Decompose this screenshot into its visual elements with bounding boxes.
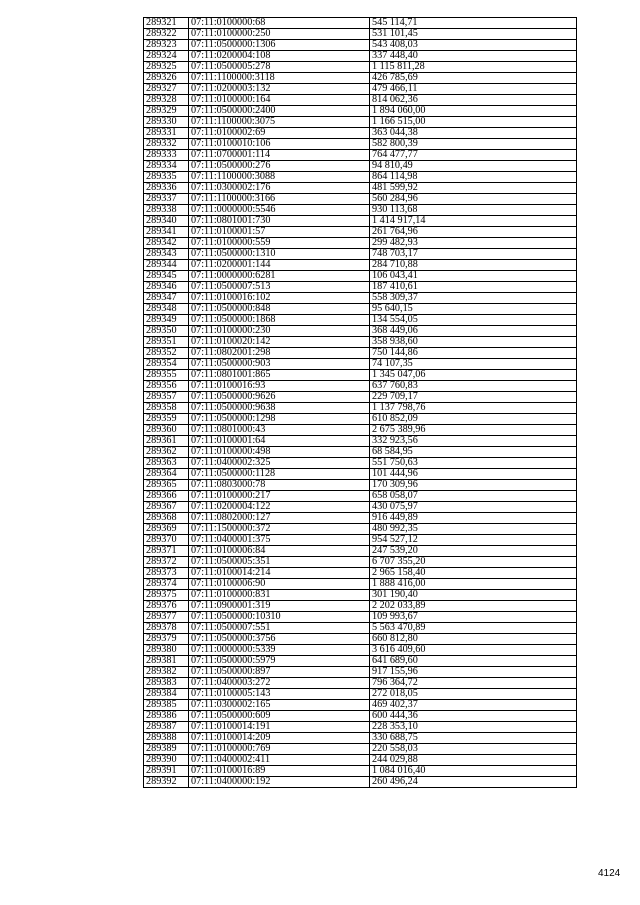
cadastral-number-cell: 07:11:0100000:250: [189, 29, 370, 40]
row-number-cell: 289376: [144, 601, 189, 612]
row-number-cell: 289323: [144, 40, 189, 51]
cadastral-value-cell: 363 044,38: [370, 128, 577, 139]
cadastral-number-cell: 07:11:0100016:102: [189, 293, 370, 304]
cadastral-number-cell: 07:11:0500000:1868: [189, 315, 370, 326]
table-row: [144, 62, 577, 73]
cadastral-number-cell: 07:11:0400003:272: [189, 678, 370, 689]
table-row: [144, 249, 577, 260]
row-number-cell: 289327: [144, 84, 189, 95]
cadastral-number-cell: 07:11:0100000:831: [189, 590, 370, 601]
row-number-cell: 289387: [144, 722, 189, 733]
table-row: [144, 40, 577, 51]
cadastral-number-cell: 07:11:0801001:730: [189, 216, 370, 227]
cadastral-value-cell: 545 114,71: [370, 18, 577, 29]
row-number-cell: 289391: [144, 766, 189, 777]
cadastral-number-cell: 07:11:0802000:127: [189, 513, 370, 524]
row-number-cell: 289362: [144, 447, 189, 458]
row-number-cell: 289364: [144, 469, 189, 480]
cadastral-value-cell: 337 448,40: [370, 51, 577, 62]
table-row: [144, 678, 577, 689]
cadastral-value-cell: 1 894 060,00: [370, 106, 577, 117]
row-number-cell: 289334: [144, 161, 189, 172]
table-row: [144, 480, 577, 491]
cadastral-value-cell: 600 444,36: [370, 711, 577, 722]
table-row: [144, 568, 577, 579]
cadastral-number-cell: 07:11:0000000:5339: [189, 645, 370, 656]
table-row: [144, 634, 577, 645]
cadastral-number-cell: 07:11:0400002:325: [189, 458, 370, 469]
cadastral-number-cell: 07:11:0500007:551: [189, 623, 370, 634]
cadastral-number-cell: 07:11:0100006:84: [189, 546, 370, 557]
cadastral-number-cell: 07:11:0100000:559: [189, 238, 370, 249]
row-number-cell: 289337: [144, 194, 189, 205]
cadastral-number-cell: 07:11:0500000:903: [189, 359, 370, 370]
table-row: [144, 117, 577, 128]
cadastral-number-cell: 07:11:0801000:43: [189, 425, 370, 436]
row-number-cell: 289358: [144, 403, 189, 414]
row-number-cell: 289369: [144, 524, 189, 535]
table-row: [144, 326, 577, 337]
row-number-cell: 289346: [144, 282, 189, 293]
row-number-cell: 289384: [144, 689, 189, 700]
row-number-cell: 289386: [144, 711, 189, 722]
cadastral-value-cell: 479 466,11: [370, 84, 577, 95]
row-number-cell: 289352: [144, 348, 189, 359]
cadastral-number-cell: 07:11:1100000:3075: [189, 117, 370, 128]
row-number-cell: 289329: [144, 106, 189, 117]
cadastral-number-cell: 07:11:0700001:114: [189, 150, 370, 161]
cadastral-number-cell: 07:11:0300002:165: [189, 700, 370, 711]
cadastral-number-cell: 07:11:0100001:57: [189, 227, 370, 238]
row-number-cell: 289388: [144, 733, 189, 744]
cadastral-value-cell: 260 496,24: [370, 777, 577, 788]
row-number-cell: 289360: [144, 425, 189, 436]
row-number-cell: 289359: [144, 414, 189, 425]
table-row: [144, 304, 577, 315]
row-number-cell: 289361: [144, 436, 189, 447]
row-number-cell: 289357: [144, 392, 189, 403]
cadastral-value-cell: 368 449,06: [370, 326, 577, 337]
cadastral-value-cell: 1 414 917,14: [370, 216, 577, 227]
row-number-cell: 289351: [144, 337, 189, 348]
row-number-cell: 289383: [144, 678, 189, 689]
cadastral-number-cell: 07:11:1100000:3166: [189, 194, 370, 205]
row-number-cell: 289322: [144, 29, 189, 40]
cadastral-number-cell: 07:11:0100000:68: [189, 18, 370, 29]
row-number-cell: 289392: [144, 777, 189, 788]
cadastral-value-cell: 658 058,07: [370, 491, 577, 502]
cadastral-number-cell: 07:11:0500000:1310: [189, 249, 370, 260]
row-number-cell: 289390: [144, 755, 189, 766]
table-row: [144, 337, 577, 348]
table-row: [144, 722, 577, 733]
cadastral-number-cell: 07:11:0500000:1298: [189, 414, 370, 425]
table-row: [144, 106, 577, 117]
cadastral-value-cell: 228 353,10: [370, 722, 577, 733]
row-number-cell: 289348: [144, 304, 189, 315]
table-row: [144, 315, 577, 326]
cadastral-value-cell: 272 018,05: [370, 689, 577, 700]
cadastral-number-cell: 07:11:0500000:276: [189, 161, 370, 172]
cadastral-number-cell: 07:11:0100000:164: [189, 95, 370, 106]
cadastral-number-cell: 07:11:0400002:411: [189, 755, 370, 766]
cadastral-value-cell: 1 137 798,76: [370, 403, 577, 414]
cadastral-number-cell: 07:11:0000000:6281: [189, 271, 370, 282]
cadastral-value-cell: 330 688,75: [370, 733, 577, 744]
cadastral-number-cell: 07:11:0300002:176: [189, 183, 370, 194]
table-row: [144, 425, 577, 436]
table-row: [144, 546, 577, 557]
table-row: [144, 238, 577, 249]
table-row: [144, 689, 577, 700]
cadastral-value-cell: 641 689,60: [370, 656, 577, 667]
cadastral-value-cell: 582 800,39: [370, 139, 577, 150]
table-row: [144, 150, 577, 161]
row-number-cell: 289328: [144, 95, 189, 106]
page-number: 4124: [598, 868, 621, 879]
cadastral-value-cell: 301 190,40: [370, 590, 577, 601]
cadastral-value-cell: 5 563 470,89: [370, 623, 577, 634]
row-number-cell: 289356: [144, 381, 189, 392]
table-row: [144, 623, 577, 634]
cadastral-value-cell: 864 114,98: [370, 172, 577, 183]
cadastral-value-cell: 916 449,89: [370, 513, 577, 524]
table-row: [144, 612, 577, 623]
cadastral-value-cell: 637 760,83: [370, 381, 577, 392]
cadastral-number-cell: 07:11:0500000:897: [189, 667, 370, 678]
cadastral-number-cell: 07:11:0400000:192: [189, 777, 370, 788]
cadastral-value-cell: 426 785,69: [370, 73, 577, 84]
cadastral-number-cell: 07:11:0500005:351: [189, 557, 370, 568]
cadastral-number-cell: 07:11:1500000:372: [189, 524, 370, 535]
cadastral-value-cell: 3 616 409,60: [370, 645, 577, 656]
cadastral-value-cell: 430 075,97: [370, 502, 577, 513]
row-number-cell: 289372: [144, 557, 189, 568]
table-row: [144, 700, 577, 711]
row-number-cell: 289389: [144, 744, 189, 755]
cadastral-number-cell: 07:11:0803000:78: [189, 480, 370, 491]
table-row: [144, 524, 577, 535]
cadastral-number-cell: 07:11:0802001:298: [189, 348, 370, 359]
table-row: [144, 260, 577, 271]
cadastral-value-cell: 930 113,68: [370, 205, 577, 216]
table-row: [144, 271, 577, 282]
row-number-cell: 289331: [144, 128, 189, 139]
cadastral-value-cell: 261 764,96: [370, 227, 577, 238]
cadastral-number-cell: 07:11:0100014:191: [189, 722, 370, 733]
table-row: [144, 403, 577, 414]
row-number-cell: 289375: [144, 590, 189, 601]
cadastral-number-cell: 07:11:0100020:142: [189, 337, 370, 348]
cadastral-number-cell: 07:11:0100000:217: [189, 491, 370, 502]
row-number-cell: 289379: [144, 634, 189, 645]
cadastral-value-cell: 284 710,88: [370, 260, 577, 271]
row-number-cell: 289371: [144, 546, 189, 557]
table-row: [144, 370, 577, 381]
table-row: [144, 205, 577, 216]
table-row: [144, 447, 577, 458]
row-number-cell: 289344: [144, 260, 189, 271]
cadastral-value-cell: 247 539,20: [370, 546, 577, 557]
table-row: [144, 183, 577, 194]
row-number-cell: 289347: [144, 293, 189, 304]
cadastral-number-cell: 07:11:0500000:848: [189, 304, 370, 315]
cadastral-number-cell: 07:11:0400001:375: [189, 535, 370, 546]
cadastral-value-cell: 560 284,96: [370, 194, 577, 205]
cadastral-number-cell: 07:11:0100010:106: [189, 139, 370, 150]
row-number-cell: 289368: [144, 513, 189, 524]
cadastral-number-cell: 07:11:1100000:3118: [189, 73, 370, 84]
cadastral-value-cell: 469 402,37: [370, 700, 577, 711]
cadastral-value-cell: 1 166 515,00: [370, 117, 577, 128]
row-number-cell: 289377: [144, 612, 189, 623]
cadastral-number-cell: 07:11:0500000:5979: [189, 656, 370, 667]
cadastral-number-cell: 07:11:1100000:3088: [189, 172, 370, 183]
cadastral-number-cell: 07:11:0500000:1306: [189, 40, 370, 51]
row-number-cell: 289342: [144, 238, 189, 249]
cadastral-value-cell: 2 675 389,96: [370, 425, 577, 436]
cadastral-value-cell: 481 599,92: [370, 183, 577, 194]
cadastral-number-cell: 07:11:0100000:498: [189, 447, 370, 458]
row-number-cell: 289326: [144, 73, 189, 84]
table-row: [144, 502, 577, 513]
row-number-cell: 289365: [144, 480, 189, 491]
cadastral-value-cell: 134 554,05: [370, 315, 577, 326]
row-number-cell: 289321: [144, 18, 189, 29]
row-number-cell: 289343: [144, 249, 189, 260]
table-row: [144, 645, 577, 656]
row-number-cell: 289349: [144, 315, 189, 326]
cadastral-value-cell: 109 993,67: [370, 612, 577, 623]
cadastral-value-cell: 610 852,09: [370, 414, 577, 425]
table-row: [144, 51, 577, 62]
cadastral-value-cell: 1 115 811,28: [370, 62, 577, 73]
table-row: [144, 513, 577, 524]
table-row: [144, 293, 577, 304]
table-body: [144, 18, 577, 788]
row-number-cell: 289333: [144, 150, 189, 161]
table-row: [144, 755, 577, 766]
row-number-cell: 289380: [144, 645, 189, 656]
table-row: [144, 777, 577, 788]
table-row: [144, 656, 577, 667]
row-number-cell: 289325: [144, 62, 189, 73]
table-row: [144, 414, 577, 425]
cadastral-value-cell: 170 309,96: [370, 480, 577, 491]
cadastral-value-cell: 1 888 416,00: [370, 579, 577, 590]
row-number-cell: 289336: [144, 183, 189, 194]
table-row: [144, 84, 577, 95]
table-row: [144, 601, 577, 612]
cadastral-number-cell: 07:11:0100000:230: [189, 326, 370, 337]
table-row: [144, 348, 577, 359]
cadastral-value-cell: 750 144,86: [370, 348, 577, 359]
table-row: [144, 216, 577, 227]
table-row: [144, 282, 577, 293]
table-row: [144, 227, 577, 238]
cadastral-number-cell: 07:11:0100001:64: [189, 436, 370, 447]
row-number-cell: 289382: [144, 667, 189, 678]
table-row: [144, 733, 577, 744]
row-number-cell: 289374: [144, 579, 189, 590]
table-row: [144, 161, 577, 172]
cadastral-value-cell: 814 062,36: [370, 95, 577, 106]
cadastral-value-cell: 244 029,88: [370, 755, 577, 766]
table-row: [144, 667, 577, 678]
table-row: [144, 18, 577, 29]
row-number-cell: 289324: [144, 51, 189, 62]
row-number-cell: 289378: [144, 623, 189, 634]
cadastral-value-cell: 917 155,96: [370, 667, 577, 678]
cadastral-value-cell: 74 107,35: [370, 359, 577, 370]
cadastral-number-cell: 07:11:0500000:9638: [189, 403, 370, 414]
row-number-cell: 289332: [144, 139, 189, 150]
cadastral-number-cell: 07:11:0000000:5546: [189, 205, 370, 216]
row-number-cell: 289330: [144, 117, 189, 128]
cadastral-value-cell: 299 482,93: [370, 238, 577, 249]
cadastral-value-cell: 764 477,77: [370, 150, 577, 161]
row-number-cell: 289350: [144, 326, 189, 337]
row-number-cell: 289335: [144, 172, 189, 183]
cadastral-value-cell: 106 043,41: [370, 271, 577, 282]
cadastral-value-cell: 229 709,17: [370, 392, 577, 403]
cadastral-number-cell: 07:11:0900001:319: [189, 601, 370, 612]
cadastral-number-cell: 07:11:0500000:609: [189, 711, 370, 722]
row-number-cell: 289340: [144, 216, 189, 227]
cadastral-number-cell: 07:11:0100002:69: [189, 128, 370, 139]
table-row: [144, 491, 577, 502]
cadastral-number-cell: 07:11:0100016:93: [189, 381, 370, 392]
cadastral-number-cell: 07:11:0100014:214: [189, 568, 370, 579]
cadastral-number-cell: 07:11:0500000:1128: [189, 469, 370, 480]
cadastral-value-cell: 2 965 158,40: [370, 568, 577, 579]
cadastral-number-cell: 07:11:0500000:10310: [189, 612, 370, 623]
cadastral-number-cell: 07:11:0100006:90: [189, 579, 370, 590]
table-row: [144, 436, 577, 447]
cadastral-value-table: [143, 17, 577, 788]
table-row: [144, 469, 577, 480]
cadastral-value-cell: 531 101,45: [370, 29, 577, 40]
table-row: [144, 128, 577, 139]
row-number-cell: 289385: [144, 700, 189, 711]
row-number-cell: 289355: [144, 370, 189, 381]
cadastral-value-cell: 748 703,17: [370, 249, 577, 260]
table-row: [144, 590, 577, 601]
cadastral-value-cell: 101 444,96: [370, 469, 577, 480]
table-row: [144, 535, 577, 546]
cadastral-number-cell: 07:11:0500000:3756: [189, 634, 370, 645]
cadastral-number-cell: 07:11:0500007:513: [189, 282, 370, 293]
cadastral-value-cell: 543 408,03: [370, 40, 577, 51]
cadastral-value-cell: 2 202 033,89: [370, 601, 577, 612]
cadastral-value-cell: 358 938,60: [370, 337, 577, 348]
cadastral-number-cell: 07:11:0500000:2400: [189, 106, 370, 117]
table-row: [144, 711, 577, 722]
table-row: [144, 29, 577, 40]
row-number-cell: 289367: [144, 502, 189, 513]
row-number-cell: 289363: [144, 458, 189, 469]
cadastral-value-cell: 187 410,61: [370, 282, 577, 293]
cadastral-value-cell: 660 812,80: [370, 634, 577, 645]
row-number-cell: 289366: [144, 491, 189, 502]
table-row: [144, 381, 577, 392]
table-row: [144, 73, 577, 84]
table-row: [144, 95, 577, 106]
cadastral-value-cell: 551 750,63: [370, 458, 577, 469]
row-number-cell: 289354: [144, 359, 189, 370]
cadastral-number-cell: 07:11:0100005:143: [189, 689, 370, 700]
cadastral-number-cell: 07:11:0200001:144: [189, 260, 370, 271]
row-number-cell: 289381: [144, 656, 189, 667]
cadastral-value-cell: 95 640,15: [370, 304, 577, 315]
row-number-cell: 289341: [144, 227, 189, 238]
cadastral-value-cell: 68 584,95: [370, 447, 577, 458]
cadastral-value-cell: 6 707 355,20: [370, 557, 577, 568]
cadastral-value-cell: 332 923,56: [370, 436, 577, 447]
table-row: [144, 766, 577, 777]
cadastral-number-cell: 07:11:0200003:132: [189, 84, 370, 95]
cadastral-number-cell: 07:11:0200004:108: [189, 51, 370, 62]
table-row: [144, 139, 577, 150]
cadastral-number-cell: 07:11:0100016:89: [189, 766, 370, 777]
cadastral-value-cell: 796 364,72: [370, 678, 577, 689]
table-row: [144, 172, 577, 183]
cadastral-number-cell: 07:11:0801001:865: [189, 370, 370, 381]
row-number-cell: 289345: [144, 271, 189, 282]
row-number-cell: 289370: [144, 535, 189, 546]
row-number-cell: 289338: [144, 205, 189, 216]
table-row: [144, 359, 577, 370]
table-row: [144, 744, 577, 755]
cadastral-value-cell: 220 558,03: [370, 744, 577, 755]
cadastral-value-cell: 480 992,35: [370, 524, 577, 535]
table-row: [144, 392, 577, 403]
table-row: [144, 557, 577, 568]
cadastral-value-cell: 954 527,12: [370, 535, 577, 546]
cadastral-number-cell: 07:11:0100014:209: [189, 733, 370, 744]
table-row: [144, 194, 577, 205]
cadastral-number-cell: 07:11:0500005:278: [189, 62, 370, 73]
cadastral-number-cell: 07:11:0500000:9626: [189, 392, 370, 403]
cadastral-value-cell: 1 084 016,40: [370, 766, 577, 777]
row-number-cell: 289373: [144, 568, 189, 579]
cadastral-number-cell: 07:11:0100000:769: [189, 744, 370, 755]
cadastral-value-cell: 558 309,37: [370, 293, 577, 304]
table-row: [144, 458, 577, 469]
table-row: [144, 579, 577, 590]
cadastral-value-cell: 94 810,49: [370, 161, 577, 172]
cadastral-number-cell: 07:11:0200004:122: [189, 502, 370, 513]
cadastral-value-cell: 1 345 047,06: [370, 370, 577, 381]
